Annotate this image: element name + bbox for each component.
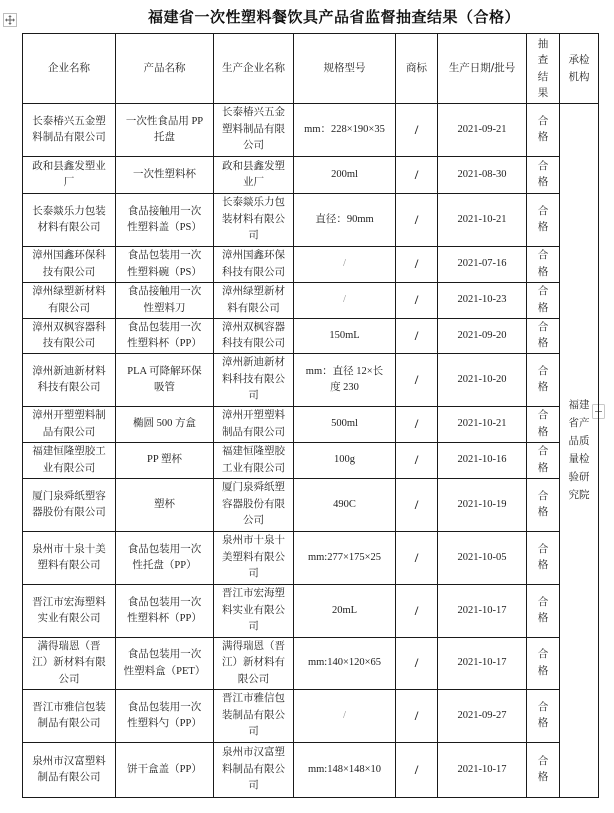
product-cell: 食品包装用一次性塑料碗（PS） — [116, 247, 214, 283]
manufacturer-cell: 泉州市十泉十美塑料有限公司 — [214, 532, 294, 585]
date-cell: 2021-09-20 — [438, 319, 527, 354]
spec-cell: / — [294, 690, 396, 743]
spec-cell: 直径：90mm — [294, 194, 396, 247]
date-cell: 2021-07-16 — [438, 247, 527, 283]
date-cell: 2021-10-23 — [438, 283, 527, 319]
date-cell: 2021-10-21 — [438, 407, 527, 443]
date-cell: 2021-09-27 — [438, 690, 527, 743]
trademark-cell: / — [396, 638, 438, 690]
trademark-cell: / — [396, 319, 438, 354]
trademark-cell: / — [396, 585, 438, 638]
header-manufacturer: 生产企业名称 — [214, 34, 294, 104]
result-cell: 合格 — [527, 743, 560, 798]
spec-cell: 150mL — [294, 319, 396, 354]
result-cell: 合格 — [527, 157, 560, 194]
manufacturer-cell: 晋江市雅信包装制品有限公司 — [214, 690, 294, 743]
result-cell: 合格 — [527, 407, 560, 443]
date-cell: 2021-10-05 — [438, 532, 527, 585]
table-row — [23, 283, 599, 319]
enterprise-cell: 漳州绿塑新材料有限公司 — [23, 283, 116, 319]
trademark-cell: / — [396, 104, 438, 157]
table-row — [23, 104, 599, 157]
result-cell: 合格 — [527, 354, 560, 407]
manufacturer-cell: 满得瑞恩（晋江）新材料有限公司 — [214, 638, 294, 690]
result-cell: 合格 — [527, 283, 560, 319]
manufacturer-cell: 长泰燚乐力包装材料有限公司 — [214, 194, 294, 247]
spec-cell: mm:148×148×10 — [294, 743, 396, 798]
product-cell: 食品包装用一次性塑料杯（PP） — [116, 319, 214, 354]
table-row — [23, 319, 599, 354]
enterprise-cell: 晋江市雅信包装制品有限公司 — [23, 690, 116, 743]
table-row — [23, 157, 599, 194]
table-row — [23, 194, 599, 247]
date-cell: 2021-10-19 — [438, 479, 527, 532]
product-cell: 饼干盒盖（PP） — [116, 743, 214, 798]
enterprise-cell: 晋江市宏海塑料实业有限公司 — [23, 585, 116, 638]
product-cell: 食品包装用一次性塑料勺（PP） — [116, 690, 214, 743]
manufacturer-cell: 泉州市汉富塑料制品有限公司 — [214, 743, 294, 798]
result-cell: 合格 — [527, 638, 560, 690]
header-product: 产品名称 — [116, 34, 214, 104]
table-row — [23, 532, 599, 585]
date-cell: 2021-08-30 — [438, 157, 527, 194]
date-cell: 2021-10-17 — [438, 638, 527, 690]
manufacturer-cell: 福建恒隆塑胶工业有限公司 — [214, 443, 294, 479]
result-cell: 合格 — [527, 690, 560, 743]
result-cell: 合格 — [527, 104, 560, 157]
table-row — [23, 585, 599, 638]
page-title: 福建省一次性塑料餐饮具产品省监督抽查结果（合格） — [148, 10, 521, 26]
enterprise-cell: 泉州市十泉十美塑料有限公司 — [23, 532, 116, 585]
date-cell: 2021-10-20 — [438, 354, 527, 407]
table-row — [23, 638, 599, 690]
result-cell: 合格 — [527, 194, 560, 247]
trademark-cell: / — [396, 247, 438, 283]
table-header-row — [23, 34, 599, 104]
product-cell: 食品接触用一次性塑料盖（PS） — [116, 194, 214, 247]
product-cell: 一次性塑料杯 — [116, 157, 214, 194]
manufacturer-cell: 政和县鑫发塑业厂 — [214, 157, 294, 194]
enterprise-cell: 厦门泉舜纸塑容器股份有限公司 — [23, 479, 116, 532]
enterprise-cell: 泉州市汉富塑料制品有限公司 — [23, 743, 116, 798]
date-cell: 2021-10-16 — [438, 443, 527, 479]
manufacturer-cell: 漳州开塑塑料制品有限公司 — [214, 407, 294, 443]
date-cell: 2021-10-17 — [438, 585, 527, 638]
date-cell: 2021-09-21 — [438, 104, 527, 157]
spec-cell: 20mL — [294, 585, 396, 638]
table-row — [23, 354, 599, 407]
spec-cell: mm：228×190×35 — [294, 104, 396, 157]
manufacturer-cell: 晋江市宏海塑料实业有限公司 — [214, 585, 294, 638]
spec-cell: 500ml — [294, 407, 396, 443]
header-enterprise: 企业名称 — [23, 34, 116, 104]
date-cell: 2021-10-17 — [438, 743, 527, 798]
manufacturer-cell: 厦门泉舜纸塑容器股份有限公司 — [214, 479, 294, 532]
product-cell: 食品包装用一次性塑料盒（PET） — [116, 638, 214, 690]
table-row — [23, 443, 599, 479]
result-cell: 合格 — [527, 319, 560, 354]
enterprise-cell: 政和县鑫发塑业厂 — [23, 157, 116, 194]
manufacturer-cell: 漳州双枫容器科技有限公司 — [214, 319, 294, 354]
results-table — [22, 33, 599, 798]
move-arrows-icon[interactable] — [3, 13, 17, 27]
table-row — [23, 247, 599, 283]
trademark-cell: / — [396, 532, 438, 585]
manufacturer-cell: 漳州新迪新材料科技有限公司 — [214, 354, 294, 407]
date-cell: 2021-10-21 — [438, 194, 527, 247]
spec-cell: mm：直径 12×长度 230 — [294, 354, 396, 407]
result-cell: 合格 — [527, 443, 560, 479]
product-cell: 食品包装用一次性塑料杯（PP） — [116, 585, 214, 638]
result-cell: 合格 — [527, 479, 560, 532]
header-result: 抽查结果 — [527, 34, 560, 104]
enterprise-cell: 漳州新迪新材料科技有限公司 — [23, 354, 116, 407]
spec-cell: / — [294, 247, 396, 283]
table-row — [23, 407, 599, 443]
enterprise-cell: 漳州双枫容器科技有限公司 — [23, 319, 116, 354]
table-row — [23, 743, 599, 798]
spec-cell: mm:140×120×65 — [294, 638, 396, 690]
enterprise-cell: 满得瑞恩（晋江）新材料有限公司 — [23, 638, 116, 690]
enterprise-cell: 漳州开塑塑料制品有限公司 — [23, 407, 116, 443]
product-cell: 食品接触用一次性塑料刀 — [116, 283, 214, 319]
result-cell: 合格 — [527, 247, 560, 283]
product-cell: PLA 可降解环保吸管 — [116, 354, 214, 407]
trademark-cell: / — [396, 479, 438, 532]
product-cell: PP 塑杯 — [116, 443, 214, 479]
manufacturer-cell: 漳州国鑫环保科技有限公司 — [214, 247, 294, 283]
trademark-cell: / — [396, 354, 438, 407]
trademark-cell: / — [396, 690, 438, 743]
header-date: 生产日期/批号 — [438, 34, 527, 104]
header-agency: 承检机构 — [560, 34, 599, 104]
spec-cell: 100g — [294, 443, 396, 479]
result-cell: 合格 — [527, 532, 560, 585]
agency-cell: 福建省产品质量检验研究院 — [560, 104, 599, 798]
table-row — [23, 690, 599, 743]
header-spec: 规格型号 — [294, 34, 396, 104]
enterprise-cell: 福建恒隆塑胶工业有限公司 — [23, 443, 116, 479]
result-cell: 合格 — [527, 585, 560, 638]
trademark-cell: / — [396, 407, 438, 443]
trademark-cell: / — [396, 443, 438, 479]
spec-cell: mm:277×175×25 — [294, 532, 396, 585]
enterprise-cell: 长泰椿兴五金塑料制品有限公司 — [23, 104, 116, 157]
trademark-cell: / — [396, 283, 438, 319]
product-cell: 椭圆 500 方盒 — [116, 407, 214, 443]
product-cell: 塑杯 — [116, 479, 214, 532]
manufacturer-cell: 漳州绿塑新材料有限公司 — [214, 283, 294, 319]
table-row — [23, 479, 599, 532]
spec-cell: 200ml — [294, 157, 396, 194]
header-trademark: 商标 — [396, 34, 438, 104]
trademark-cell: / — [396, 157, 438, 194]
product-cell: 一次性食品用 PP 托盘 — [116, 104, 214, 157]
enterprise-cell: 长泰燚乐力包装材料有限公司 — [23, 194, 116, 247]
enterprise-cell: 漳州国鑫环保科技有限公司 — [23, 247, 116, 283]
trademark-cell: / — [396, 194, 438, 247]
spec-cell: / — [294, 283, 396, 319]
manufacturer-cell: 长泰椿兴五金塑料制品有限公司 — [214, 104, 294, 157]
product-cell: 食品包装用一次性托盘（PP） — [116, 532, 214, 585]
trademark-cell: / — [396, 743, 438, 798]
spec-cell: 490C — [294, 479, 396, 532]
